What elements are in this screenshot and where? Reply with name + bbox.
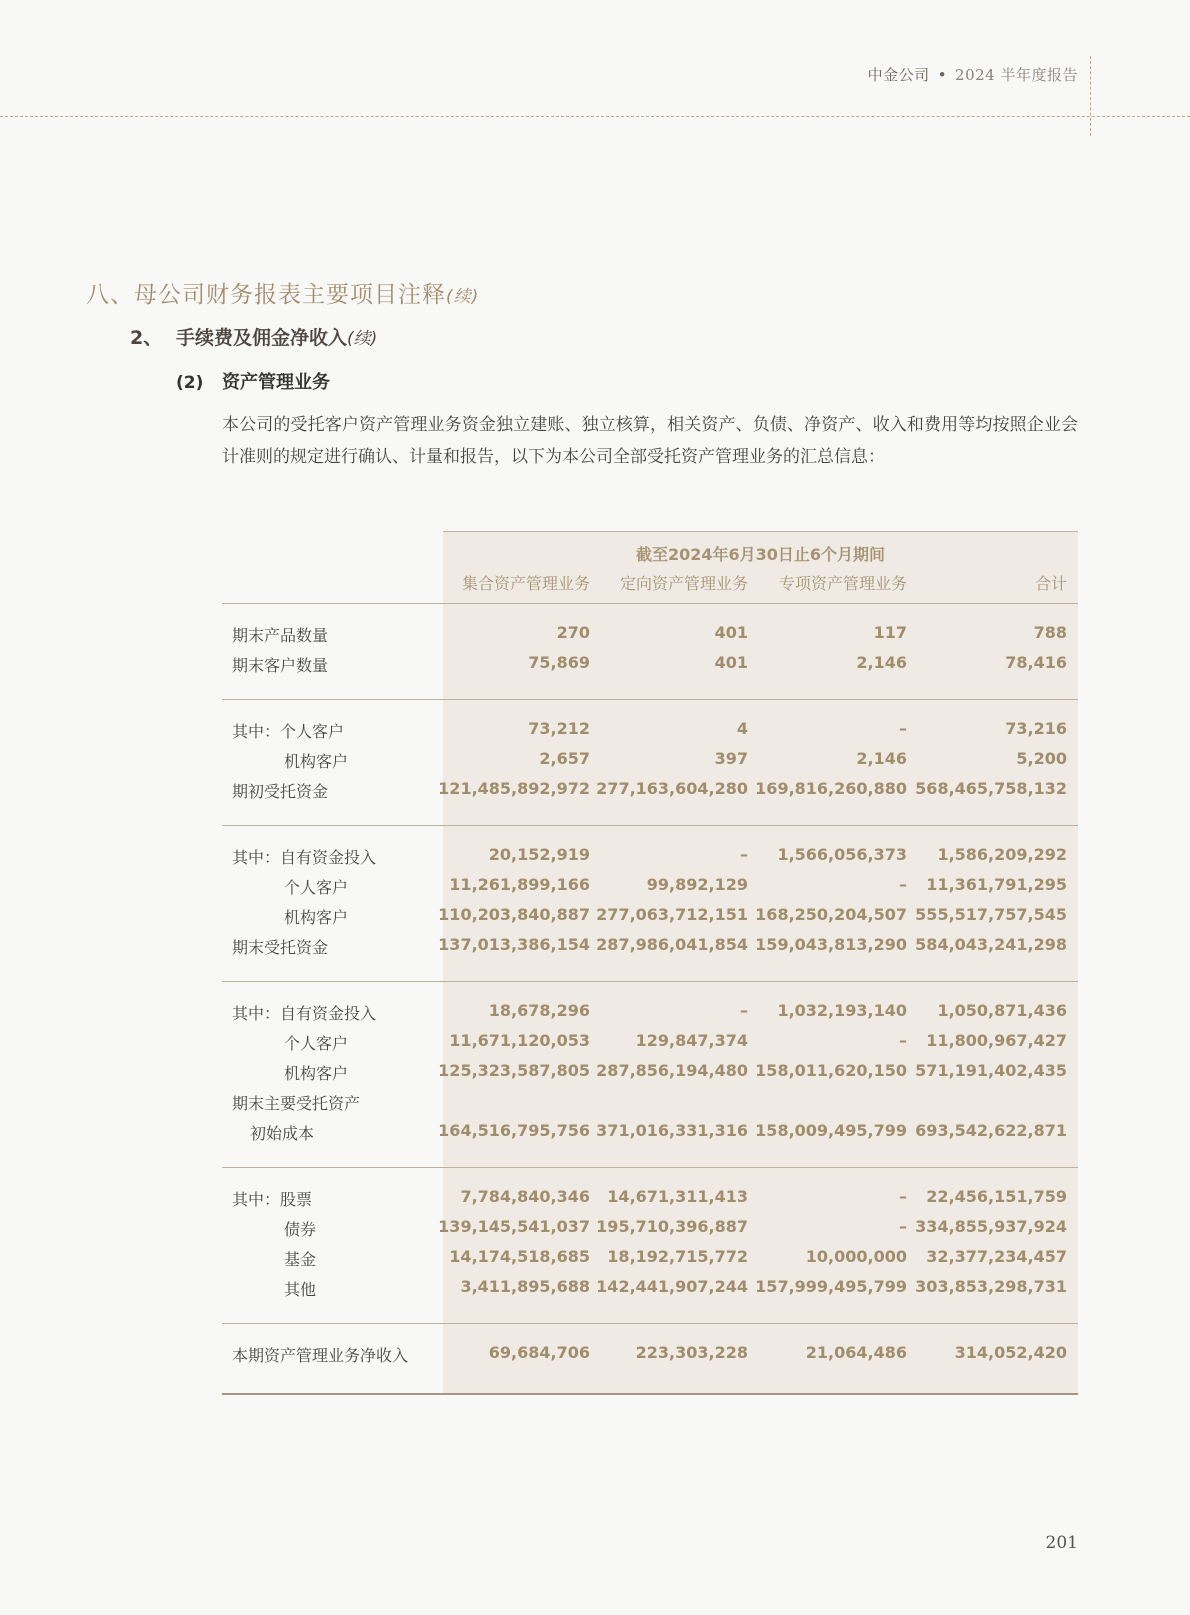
table-row: [222, 1183, 1078, 1213]
row-value: 157,999,495,799: [755, 1277, 907, 1296]
row-label: 期末受托资金: [232, 938, 329, 957]
row-value: 5,200: [1016, 749, 1067, 768]
subsubsection-number: (2): [176, 373, 204, 393]
table-row: [222, 997, 1078, 1027]
row-value: 287,986,041,854: [596, 935, 748, 954]
row-value: 22,456,151,759: [926, 1187, 1067, 1206]
table-row: [222, 649, 1078, 679]
table-row: [222, 619, 1078, 649]
row-label: 期末客户数量: [232, 656, 329, 675]
row-value: 10,000,000: [805, 1247, 907, 1266]
table-rule: [222, 603, 1078, 604]
row-value: 159,043,813,290: [755, 935, 907, 954]
table-row: [222, 775, 1078, 805]
subsection-continued: (续): [347, 329, 378, 349]
running-header: [868, 64, 1078, 85]
row-value: 277,063,712,151: [596, 905, 748, 924]
row-label: 其中：股票: [232, 1190, 313, 1209]
row-value: 169,816,260,880: [755, 779, 907, 798]
row-value: 314,052,420: [954, 1343, 1067, 1362]
row-value: 75,869: [528, 653, 590, 672]
table-rule: [222, 825, 1078, 826]
table-rule: [222, 1167, 1078, 1168]
row-value: 117: [873, 623, 907, 642]
row-value: 11,800,967,427: [926, 1031, 1067, 1050]
row-value: 73,216: [1005, 719, 1067, 738]
row-value: 129,847,374: [635, 1031, 748, 1050]
row-value: 1,050,871,436: [937, 1001, 1067, 1020]
table-rule: [222, 1323, 1078, 1324]
row-value: 371,016,331,316: [596, 1121, 748, 1140]
row-value: 14,671,311,413: [607, 1187, 748, 1206]
row-value: 3,411,895,688: [460, 1277, 590, 1296]
subsection-number: 2、: [130, 327, 163, 349]
table-top-rule: [443, 531, 1078, 532]
row-value: 139,145,541,037: [438, 1217, 590, 1236]
subsubsection-title: 资产管理业务: [222, 372, 330, 393]
row-value: 788: [1033, 623, 1067, 642]
row-value: 1,566,056,373: [777, 845, 907, 864]
row-value: 334,855,937,924: [915, 1217, 1067, 1236]
row-value: –: [740, 845, 748, 864]
row-value: 158,009,495,799: [755, 1121, 907, 1140]
table-row: [222, 1027, 1078, 1057]
header-dashed-vertical: [1090, 56, 1091, 136]
table-row: [222, 1057, 1078, 1087]
subsection-title: 手续费及佣金净收入: [176, 327, 348, 349]
row-label: 债券: [284, 1220, 317, 1239]
row-value: 2,146: [856, 653, 907, 672]
header-separator: •: [937, 66, 948, 84]
table-row: [222, 1087, 1078, 1117]
column-header-collective: 集合资产管理业务: [461, 574, 590, 593]
row-value: 270: [556, 623, 590, 642]
row-value: 21,064,486: [805, 1343, 907, 1362]
row-value: 20,152,919: [488, 845, 590, 864]
row-label: 个人客户: [284, 878, 349, 897]
table-row: [222, 1273, 1078, 1303]
row-value: 287,856,194,480: [596, 1061, 748, 1080]
header-report-title: 2024 半年度报告: [955, 66, 1078, 84]
row-value: –: [899, 875, 907, 894]
intro-paragraph: 本公司的受托客户资产管理业务资金独立建账、独立核算，相关资产、负债、净资产、收入和费用等均按照企业会计准则的规定进行确认、计量和报告，以下为本公司全部受托资产管理业务的汇总信息：: [222, 415, 1078, 467]
table-row: [222, 745, 1078, 775]
row-label: 期初受托资金: [232, 782, 329, 801]
row-label: 其中：个人客户: [232, 722, 345, 741]
row-value: 2,146: [856, 749, 907, 768]
table-bottom-rule: [222, 1393, 1078, 1395]
section-continued: (续): [446, 287, 480, 307]
row-label: 本期资产管理业务净收入: [232, 1346, 409, 1365]
row-label: 期末产品数量: [232, 626, 329, 645]
header-company: 中金公司: [867, 66, 930, 84]
row-value: 397: [714, 749, 748, 768]
row-value: 142,441,907,244: [596, 1277, 748, 1296]
row-value: 18,192,715,772: [607, 1247, 748, 1266]
row-value: 11,261,899,166: [449, 875, 590, 894]
row-value: 2,657: [539, 749, 590, 768]
row-value: 164,516,795,756: [438, 1121, 590, 1140]
row-value: 568,465,758,132: [915, 779, 1067, 798]
row-value: 223,303,228: [635, 1343, 748, 1362]
row-value: 69,684,706: [488, 1343, 590, 1362]
row-label: 期末主要受托资产: [232, 1094, 361, 1113]
table-row: [222, 931, 1078, 961]
column-header-specialized: 专项资产管理业务: [778, 574, 907, 593]
row-value: 303,853,298,731: [915, 1277, 1067, 1296]
row-label: 其中：自有资金投入: [232, 848, 377, 867]
row-value: 1,032,193,140: [777, 1001, 907, 1020]
table-row: [222, 1339, 1078, 1369]
row-value: –: [899, 1187, 907, 1206]
row-value: 99,892,129: [646, 875, 748, 894]
subsection-heading: [130, 323, 377, 350]
row-label: 个人客户: [284, 1034, 349, 1053]
row-label: 基金: [284, 1250, 317, 1269]
row-value: 195,710,396,887: [596, 1217, 748, 1236]
row-value: 137,013,386,154: [438, 935, 590, 954]
table-rule: [222, 699, 1078, 700]
row-value: –: [899, 1031, 907, 1050]
row-value: 11,671,120,053: [449, 1031, 590, 1050]
row-value: –: [899, 1217, 907, 1236]
row-value: 401: [714, 623, 748, 642]
table-row: [222, 1213, 1078, 1243]
section-heading: [86, 276, 479, 309]
column-header-total: 合计: [1034, 574, 1067, 593]
row-value: 401: [714, 653, 748, 672]
row-value: 14,174,518,685: [449, 1247, 590, 1266]
row-value: 1,586,209,292: [937, 845, 1067, 864]
table-row: [222, 1117, 1078, 1147]
row-value: 7,784,840,346: [460, 1187, 590, 1206]
row-value: 277,163,604,280: [596, 779, 748, 798]
table-row: [222, 871, 1078, 901]
table-row: [222, 1243, 1078, 1273]
table-row: [222, 841, 1078, 871]
page-number: 201: [1045, 1533, 1078, 1553]
table-period-header: 截至2024年6月30日止6个月期间: [635, 545, 886, 564]
row-value: 584,043,241,298: [915, 935, 1067, 954]
row-value: –: [899, 719, 907, 738]
subsubsection-heading: [176, 368, 330, 394]
row-value: 158,011,620,150: [755, 1061, 907, 1080]
row-label: 其中：自有资金投入: [232, 1004, 377, 1023]
row-value: –: [740, 1001, 748, 1020]
section-title: 八、母公司财务报表主要项目注释: [86, 282, 446, 308]
row-value: 32,377,234,457: [926, 1247, 1067, 1266]
row-label: 初始成本: [250, 1124, 315, 1143]
row-value: 571,191,402,435: [915, 1061, 1067, 1080]
row-value: 73,212: [528, 719, 590, 738]
row-value: 555,517,757,545: [915, 905, 1067, 924]
row-label: 机构客户: [284, 908, 349, 927]
row-value: 78,416: [1005, 653, 1067, 672]
row-label: 机构客户: [284, 1064, 349, 1083]
row-value: 18,678,296: [488, 1001, 590, 1020]
row-value: 693,542,622,871: [915, 1121, 1067, 1140]
row-value: 121,485,892,972: [438, 779, 590, 798]
row-label: 其他: [284, 1280, 317, 1299]
row-value: 168,250,204,507: [755, 905, 907, 924]
row-value: 4: [736, 719, 748, 738]
column-header-targeted: 定向资产管理业务: [619, 574, 748, 593]
table-row: [222, 715, 1078, 745]
table-row: [222, 901, 1078, 931]
header-dashed-rule: [0, 116, 1190, 117]
table-rule: [222, 981, 1078, 982]
row-label: 机构客户: [284, 752, 349, 771]
row-value: 125,323,587,805: [438, 1061, 590, 1080]
row-value: 11,361,791,295: [926, 875, 1067, 894]
row-value: 110,203,840,887: [438, 905, 590, 924]
